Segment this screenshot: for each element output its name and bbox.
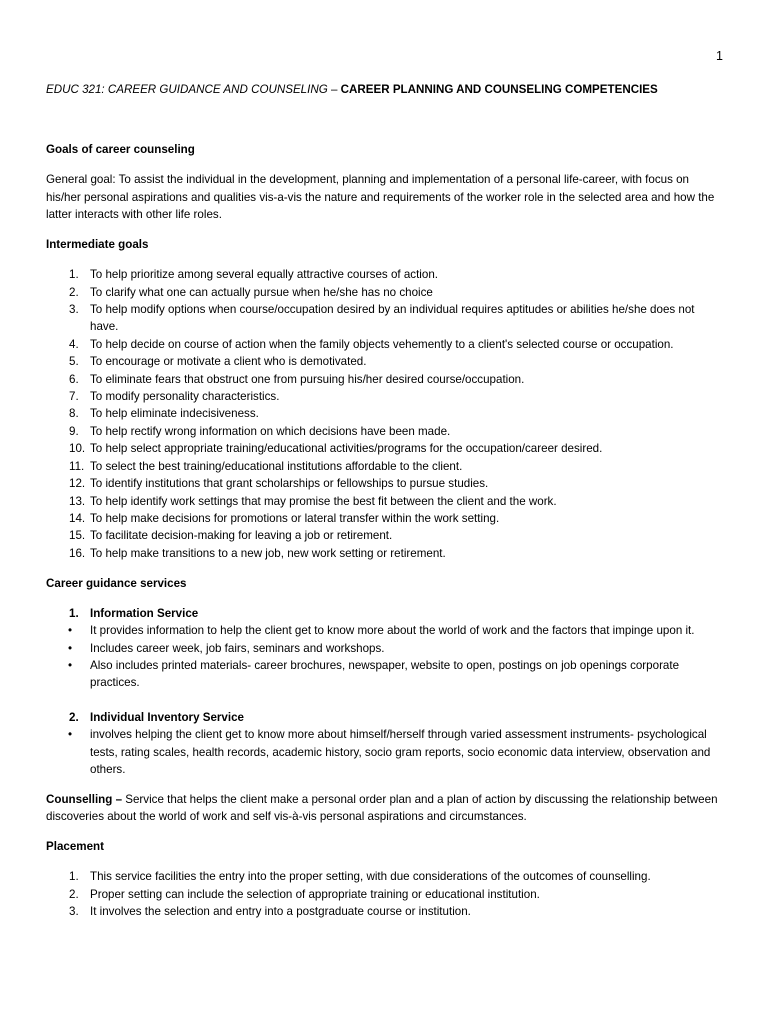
- list-text: To clarify what one can actually pursue when he/she has no choice: [90, 285, 433, 299]
- list-text: Proper setting can include the selection of appropriate training or educational institution.: [90, 887, 540, 901]
- list-text: To facilitate decision-making for leaving a job or retirement.: [90, 529, 393, 543]
- general-goal-text: To assist the individual in the development, planning and implementation of a personal life-career, with focus on his/her personal aspirations and qualities vis-a-vis the nature and requirements of the worker role in the selected area and how the latter interacts with other life roles.: [46, 173, 715, 222]
- list-number: 10.: [69, 442, 86, 456]
- list-number: 5.: [69, 355, 79, 369]
- list-text: To help eliminate indecisiveness.: [90, 407, 259, 421]
- list-number: 4.: [69, 337, 79, 351]
- intermediate-goals-list: [46, 266, 722, 562]
- intermediate-goal-item: [46, 371, 722, 388]
- document-body: [46, 81, 722, 933]
- list-text: To help select appropriate training/educational activities/programs for the occupation/career desired.: [90, 442, 603, 456]
- intermediate-goal-item: [46, 440, 722, 457]
- service-title-text: Individual Inventory Service: [90, 710, 244, 724]
- bullet-icon: •: [68, 624, 73, 638]
- counselling-lead: Counselling –: [46, 792, 123, 806]
- bullet-text: It provides information to help the client get to know more about the world of work and the factors that impinge upon it.: [90, 624, 695, 638]
- list-text: To help make transitions to a new job, new work setting or retirement.: [90, 546, 446, 560]
- list-number: 2.: [69, 285, 79, 299]
- list-text: To modify personality characteristics.: [90, 390, 280, 404]
- list-text: To help identify work settings that may promise the best fit between the client and the work.: [90, 494, 557, 508]
- career-services-heading: Career guidance services: [46, 576, 187, 590]
- list-number: 15.: [69, 529, 86, 543]
- bullet-icon: •: [68, 658, 73, 672]
- list-number: 1.: [69, 870, 79, 884]
- list-number: 9.: [69, 424, 79, 438]
- list-number: 1.: [69, 268, 79, 282]
- intermediate-goal-item: [46, 284, 722, 301]
- service-number: 2.: [69, 710, 79, 724]
- list-text: To help rectify wrong information on which decisions have been made.: [90, 424, 451, 438]
- intermediate-goal-item: [46, 423, 722, 440]
- general-goal-lead: General goal:: [46, 173, 116, 187]
- list-number: 13.: [69, 494, 86, 508]
- service-block: [46, 605, 722, 692]
- bullet-item: [46, 622, 722, 639]
- document-title: [46, 81, 722, 98]
- list-number: 3.: [69, 905, 79, 919]
- intermediate-goal-item: [46, 266, 722, 283]
- list-number: 6.: [69, 372, 79, 386]
- intermediate-goal-item: [46, 301, 722, 336]
- list-text: It involves the selection and entry into a postgraduate course or institution.: [90, 905, 471, 919]
- list-text: To encourage or motivate a client who is demotivated.: [90, 355, 367, 369]
- list-number: 3.: [69, 303, 79, 317]
- list-text: To help make decisions for promotions or lateral transfer within the work setting.: [90, 511, 500, 525]
- list-number: 16.: [69, 546, 86, 560]
- placement-item: [46, 886, 722, 903]
- bullet-icon: •: [68, 641, 73, 655]
- list-text: To help prioritize among several equally attractive courses of action.: [90, 268, 438, 282]
- bullet-text: Also includes printed materials- career brochures, newspaper, website to open, postings on job openings corporate practices.: [90, 658, 680, 690]
- intermediate-goal-item: [46, 405, 722, 422]
- bullet-item: [46, 726, 722, 778]
- list-number: 14.: [69, 511, 86, 525]
- intermediate-goal-item: [46, 336, 722, 353]
- list-text: This service facilities the entry into the proper setting, with due considerations of the outcomes of counselling.: [90, 870, 651, 884]
- bullet-item: [46, 640, 722, 657]
- general-goal-paragraph: [46, 171, 722, 223]
- service-title-text: Information Service: [90, 606, 199, 620]
- page-number: 1: [716, 49, 723, 63]
- list-text: To help modify options when course/occupation desired by an individual requires aptitudes or abilities he/she does not have.: [90, 303, 695, 334]
- intermediate-goal-item: [46, 527, 722, 544]
- placement-heading: Placement: [46, 840, 104, 854]
- service-number: 1.: [69, 606, 79, 620]
- course-code-title: EDUC 321: CAREER GUIDANCE AND COUNSELING: [46, 83, 328, 96]
- list-number: 2.: [69, 887, 79, 901]
- list-text: To select the best training/educational institutions affordable to the client.: [90, 459, 463, 473]
- bullet-text: involves helping the client get to know more about himself/herself through varied assessment instruments- psychological tests, rating scales, health records, academic history, socio gram reports, socio economic data interview, observation and others.: [90, 728, 711, 776]
- placement-item: [46, 868, 722, 885]
- intermediate-goal-item: [46, 353, 722, 370]
- list-text: To eliminate fears that obstruct one from pursuing his/her desired course/occupation.: [90, 372, 525, 386]
- counselling-paragraph: [46, 791, 722, 826]
- intermediate-goal-item: [46, 388, 722, 405]
- placement-item: [46, 903, 722, 920]
- counselling-text: Service that helps the client make a personal order plan and a plan of action by discussing the relationship between discoveries about the world of work and self vis-à-vis personal aspirations and circumstances.: [46, 792, 718, 824]
- service-bullets: [46, 622, 722, 692]
- bullet-text: Includes career week, job fairs, seminars and workshops.: [90, 641, 385, 655]
- goals-heading: Goals of career counseling: [46, 143, 195, 157]
- intermediate-goal-item: [46, 545, 722, 562]
- intermediate-goal-item: [46, 458, 722, 475]
- placement-list: [46, 868, 722, 920]
- list-number: 11.: [69, 459, 85, 473]
- list-text: To identify institutions that grant scholarships or fellowships to pursue studies.: [90, 477, 489, 491]
- list-number: 8.: [69, 407, 79, 421]
- topic-title: CAREER PLANNING AND COUNSELING COMPETENCIES: [340, 83, 658, 96]
- list-number: 7.: [69, 390, 79, 404]
- list-number: 12.: [69, 477, 86, 491]
- intermediate-goal-item: [46, 493, 722, 510]
- career-services: [46, 605, 722, 779]
- bullet-icon: •: [68, 728, 73, 742]
- service-title: [46, 709, 722, 726]
- title-separator: –: [327, 83, 341, 96]
- list-text: To help decide on course of action when the family objects vehemently to a client's selected course or occupation.: [90, 337, 674, 351]
- intermediate-goal-item: [46, 510, 722, 527]
- intermediate-goals-heading: Intermediate goals: [46, 238, 149, 252]
- service-block: [46, 709, 722, 779]
- service-title: [46, 605, 722, 622]
- intermediate-goal-item: [46, 475, 722, 492]
- service-bullets: [46, 726, 722, 778]
- bullet-item: [46, 657, 722, 692]
